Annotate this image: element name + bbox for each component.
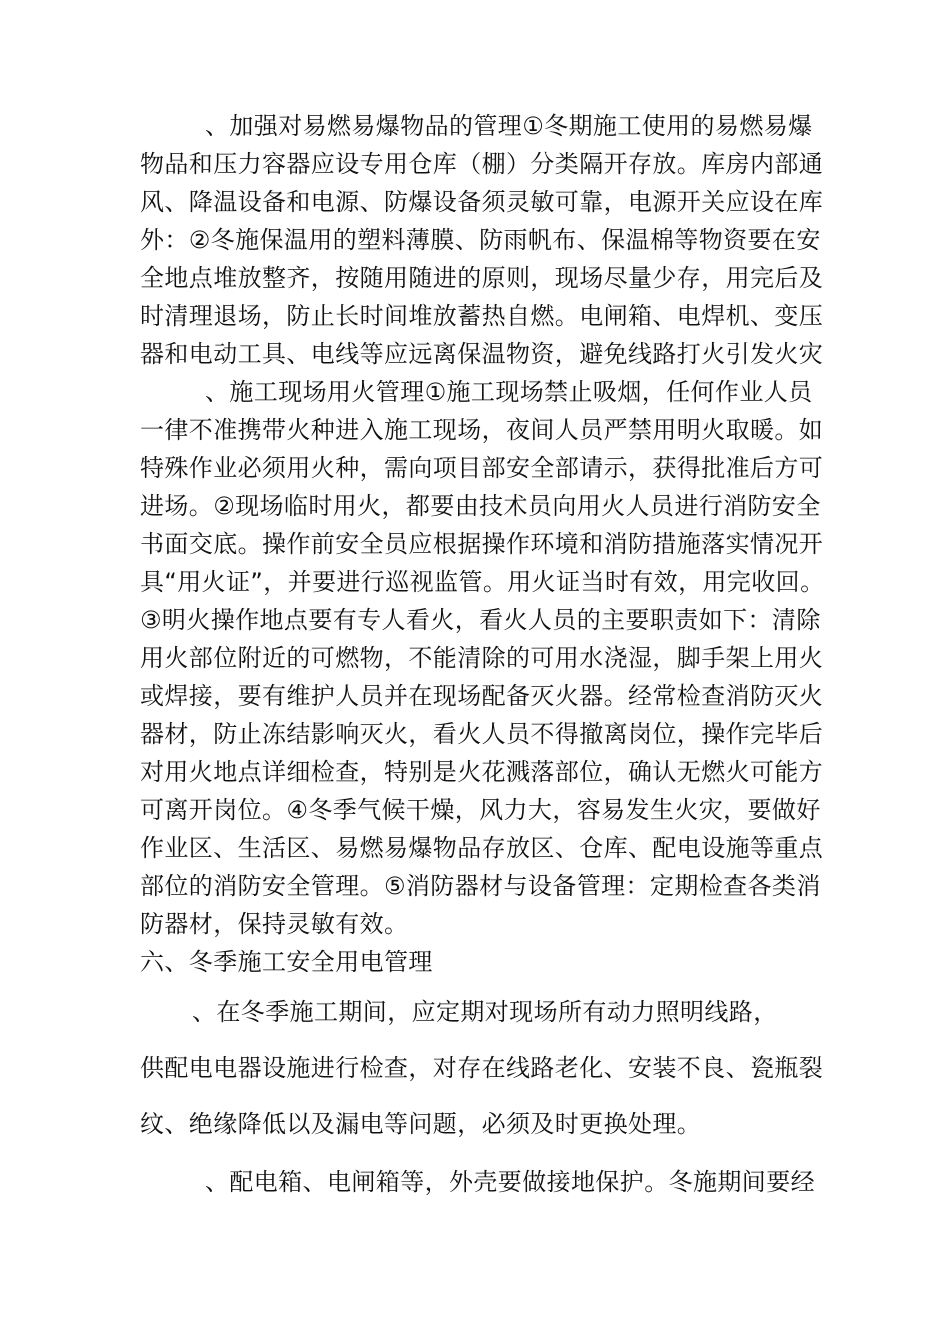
text-line: 物品和压力容器应设专用仓库（棚）分类隔开存放。库房内部通 [140, 150, 824, 178]
text-line: 部位的消防安全管理。⑤消防器材与设备管理：定期检查各类消 [140, 872, 821, 900]
text-line: ③明火操作地点要有专人看火，看火人员的主要职责如下：清除 [140, 606, 821, 634]
text-line: 、施工现场用火管理①施工现场禁止吸烟，任何作业人员 [205, 378, 813, 406]
text-line: 作业区、生活区、易燃易爆物品存放区、仓库、配电设施等重点 [140, 834, 824, 862]
text-line: 书面交底。操作前安全员应根据操作环境和消防措施落实情况开 [140, 530, 824, 558]
text-line: 纹、绝缘降低以及漏电等问题，必须及时更换处理。 [140, 1110, 702, 1138]
text-line: 全地点堆放整齐，按随用随进的原则，现场尽量少存，用完后及 [140, 264, 824, 292]
text-line: 防器材，保持灵敏有效。 [140, 910, 409, 938]
text-line: 可离开岗位。④冬季气候干燥，风力大，容易发生火灾，要做好 [140, 796, 821, 824]
text-line: 、配电箱、电闸箱等，外壳要做接地保护。冬施期间要经 [205, 1168, 815, 1196]
text-line: 用火部位附近的可燃物，不能清除的可用水浇湿，脚手架上用火 [140, 644, 824, 672]
text-line: 、在冬季施工期间，应定期对现场所有动力照明线路， [192, 998, 778, 1026]
text-line: 、加强对易燃易爆物品的管理①冬期施工使用的易燃易爆 [205, 112, 813, 140]
text-line: 特殊作业必须用火种，需向项目部安全部请示，获得批准后方可 [140, 454, 824, 482]
text-line: 外：②冬施保温用的塑料薄膜、防雨帆布、保温棉等物资要在安 [140, 226, 821, 254]
text-line: 一律不准携带火种进入施工现场，夜间人员严禁用明火取暖。如 [140, 416, 824, 444]
section-heading: 六、冬季施工安全用电管理 [140, 948, 433, 976]
text-line: 具“用火证”，并要进行巡视监管。用火证当时有效，用完收回。 [140, 568, 825, 596]
text-line: 器和电动工具、电线等应远离保温物资，避免线路打火引发火灾 [140, 340, 824, 368]
text-line: 器材，防止冻结影响灭火，看火人员不得撤离岗位，操作完毕后 [140, 720, 824, 748]
text-line: 时清理退场，防止长时间堆放蓄热自燃。电闸箱、电焊机、变压 [140, 302, 824, 330]
text-line: 进场。②现场临时用火，都要由技术员向用火人员进行消防安全 [140, 492, 821, 520]
text-line: 供配电电器设施进行检查，对存在线路老化、安装不良、瓷瓶裂 [140, 1054, 824, 1082]
text-line: 对用火地点详细检查，特别是火花溅落部位，确认无燃火可能方 [140, 758, 824, 786]
text-line: 或焊接，要有维护人员并在现场配备灭火器。经常检查消防灭火 [140, 682, 824, 710]
text-line: 风、降温设备和电源、防爆设备须灵敏可靠，电源开关应设在库 [140, 188, 824, 216]
